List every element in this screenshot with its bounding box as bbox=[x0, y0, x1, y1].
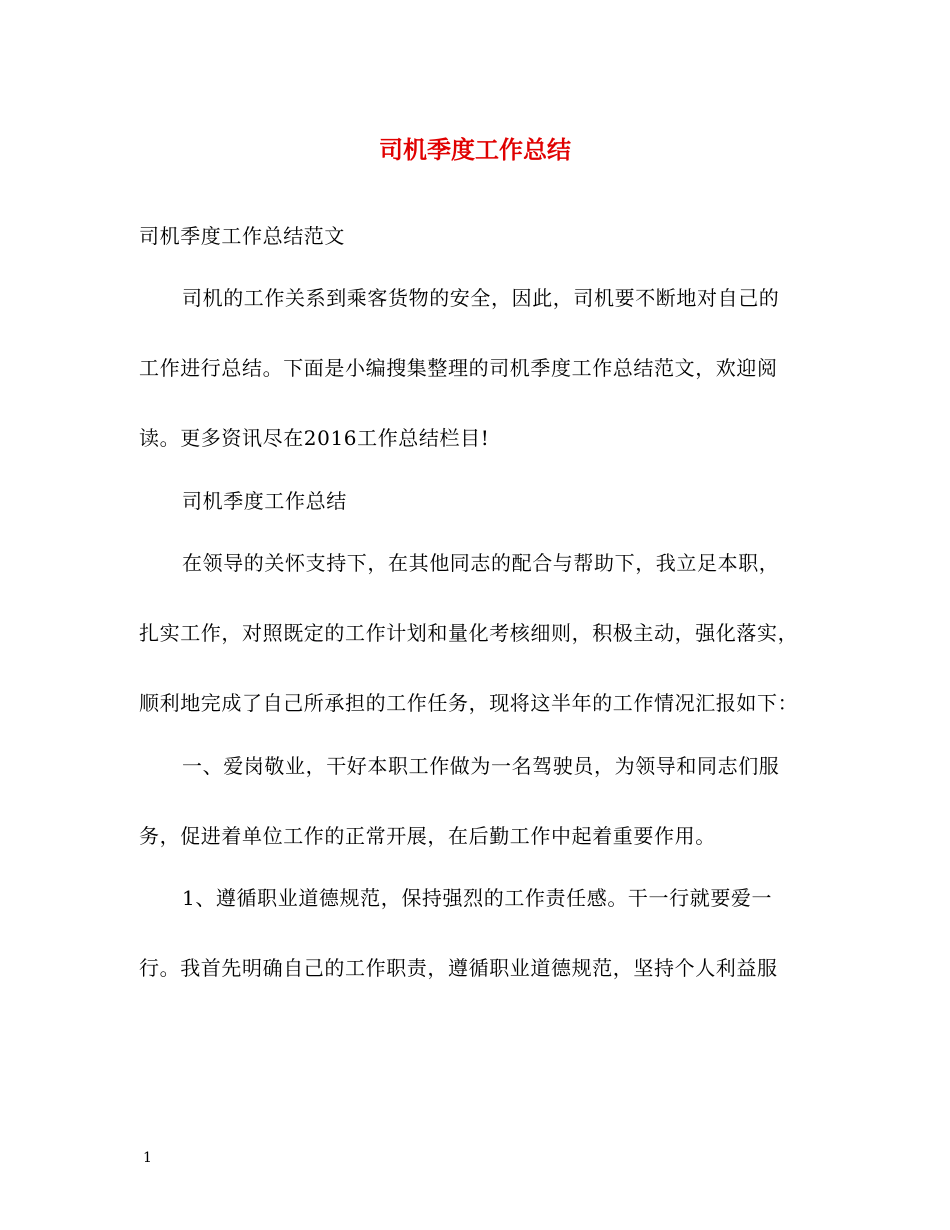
paragraph-line: 司机的工作关系到乘客货物的安全，因此，司机要不断地对自己的 bbox=[182, 286, 780, 310]
paragraph-line: 顺利地完成了自己所承担的工作任务，现将这半年的工作情况汇报如下： bbox=[139, 691, 799, 715]
paragraph-line: 行。我首先明确自己的工作职责，遵循职业道德规范，坚持个人利益服 bbox=[139, 956, 778, 980]
paragraph-line: 读。更多资讯尽在2016工作总结栏目! bbox=[139, 426, 490, 450]
document-title: 司机季度工作总结 bbox=[379, 135, 571, 164]
paragraph-line: 务，促进着单位工作的正常开展，在后勤工作中起着重要作用。 bbox=[139, 824, 716, 848]
paragraph-line: 扎实工作，对照既定的工作计划和量化考核细则，积极主动，强化落实， bbox=[139, 621, 799, 645]
paragraph-line: 一、爱岗敬业，干好本职工作做为一名驾驶员，为领导和同志们服 bbox=[182, 754, 780, 778]
paragraph-line: 在领导的关怀支持下，在其他同志的配合与帮助下，我立足本职， bbox=[182, 551, 780, 575]
page-number: 1 bbox=[143, 1150, 152, 1166]
paragraph-line: 工作进行总结。下面是小编搜集整理的司机季度工作总结范文，欢迎阅 bbox=[139, 356, 778, 380]
paragraph-line: 1、遵循职业道德规范，保持强烈的工作责任感。干一行就要爱一 bbox=[182, 886, 773, 910]
section-heading-line: 司机季度工作总结 bbox=[182, 489, 347, 513]
subtitle-line: 司机季度工作总结范文 bbox=[139, 224, 345, 248]
